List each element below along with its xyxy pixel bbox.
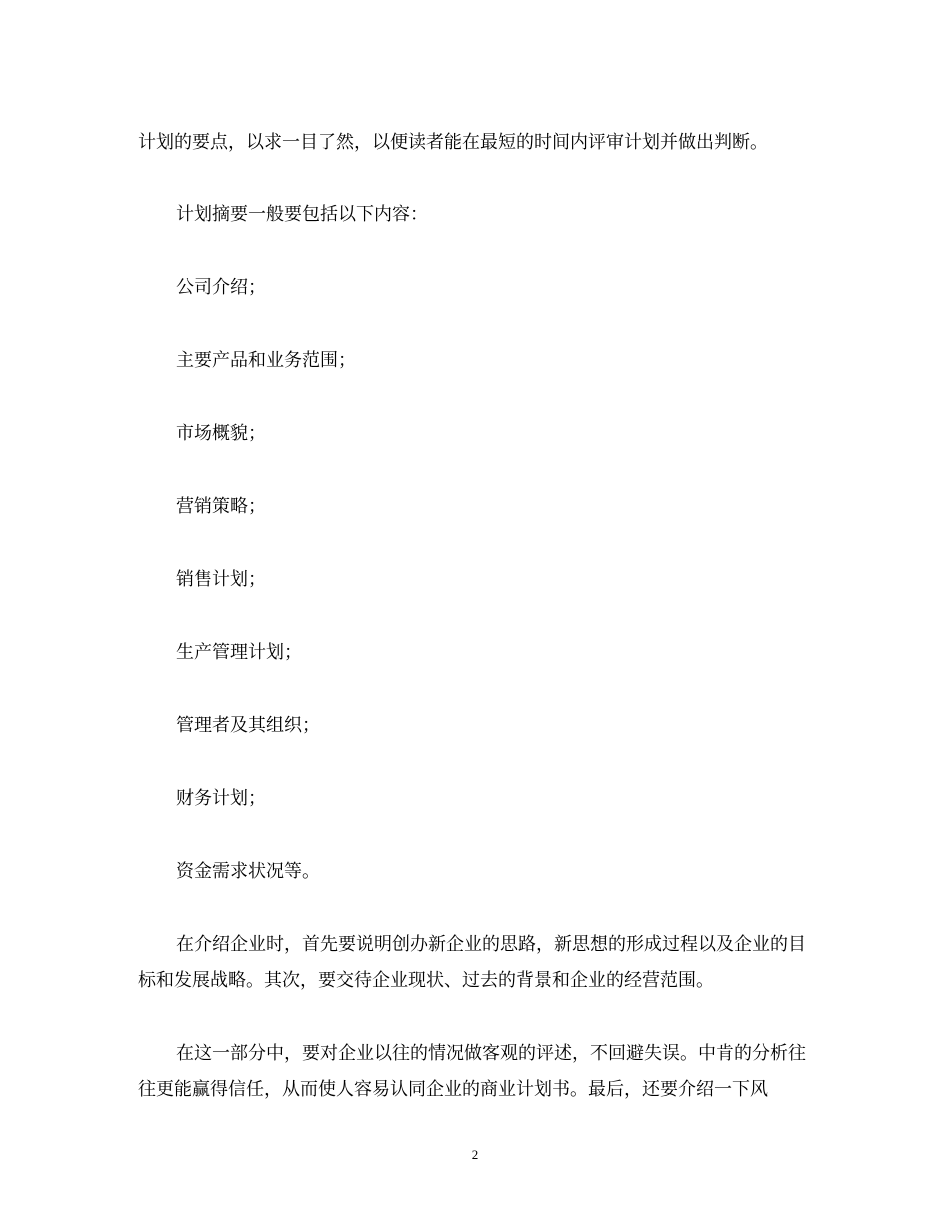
list-item-funding: 资金需求状况等。 (176, 861, 320, 882)
paragraph-continuation: 计划的要点，以求一目了然，以便读者能在最短的时间内评审计划并做出判断。 (138, 132, 768, 153)
list-item-sales-plan: 销售计划； (176, 569, 266, 590)
list-item-management: 管理者及其组织； (176, 715, 320, 736)
paragraph-evaluation: 在这一部分中，要对企业以往的情况做客观的评述，不回避失误。中肯的分析往往更能赢得信任，从而使人容易认同企业的商业计划书。最后，还要介绍一下风 (138, 1043, 806, 1100)
list-item-market: 市场概貌； (176, 423, 266, 444)
list-item-company-intro: 公司介绍； (176, 277, 266, 298)
list-item-marketing: 营销策略； (176, 496, 266, 517)
list-item-production-plan: 生产管理计划； (176, 642, 302, 663)
paragraph-company-introduction: 在介绍企业时，首先要说明创办新企业的思路，新思想的形成过程以及企业的目标和发展战略。其次，要交待企业现状、过去的背景和企业的经营范围。 (138, 934, 806, 991)
list-item-products: 主要产品和业务范围； (176, 350, 356, 371)
paragraph-summary-intro: 计划摘要一般要包括以下内容： (176, 204, 428, 225)
list-item-finance: 财务计划； (176, 788, 266, 809)
page-number: 2 (471, 1147, 479, 1162)
